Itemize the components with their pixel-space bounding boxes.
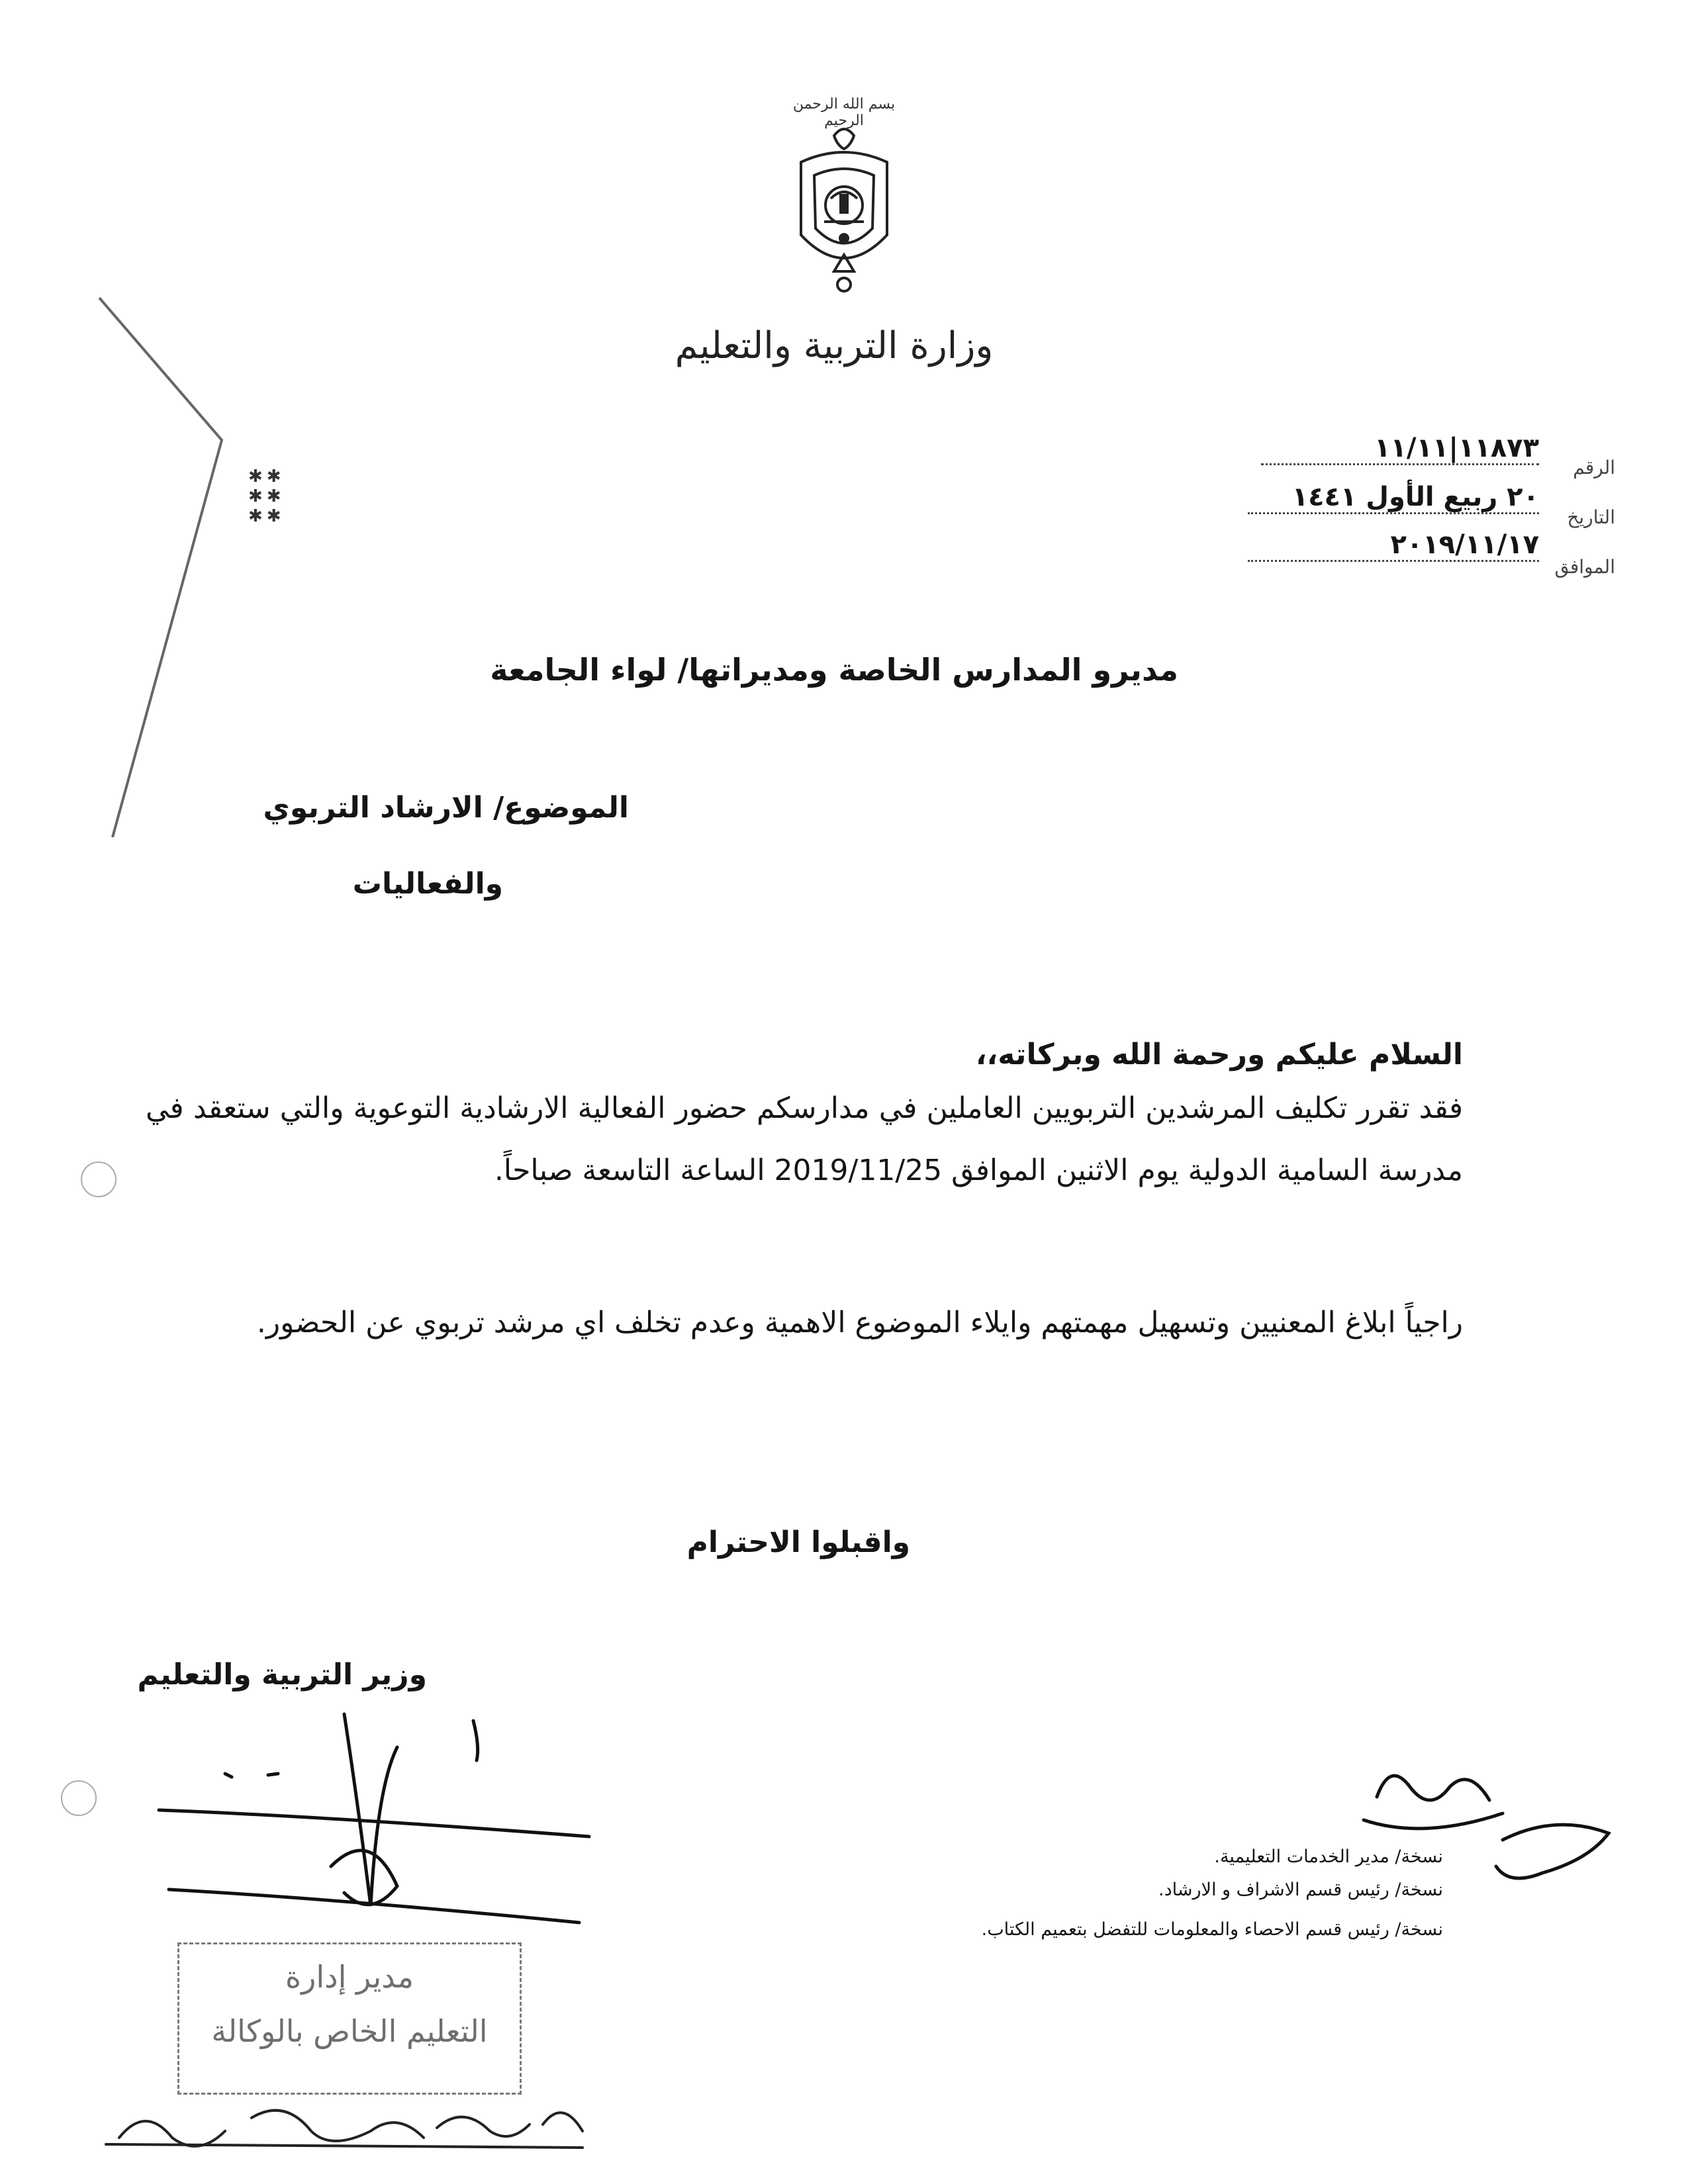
hijri-date-label: التاريخ [1567,506,1615,528]
copy-recipient-3: نسخة/ رئيس قسم الاحصاء والمعلومات للتفضل بتعميم الكتاب. [981,1919,1443,1940]
stamp-line-2: التعليم الخاص بالوكالة [211,2013,488,2049]
minister-signature [159,1714,589,1923]
number-value: ١١٨٧٣|١١/١١ [1261,433,1539,465]
signatory-title: وزير التربية والتعليم [137,1658,427,1692]
copy-recipient-1: نسخة/ مدير الخدمات التعليمية. [1214,1846,1443,1867]
hijri-date-value: ٢٠ ربيع الأول ١٤٤١ [1248,482,1539,514]
closing: واقبلوا الاحترام [686,1525,910,1559]
addressee: مديرو المدارس الخاصة ومديراتها/ لواء الجامعة [490,652,1178,688]
ministry-name: وزارة التربية والتعليم [675,324,994,367]
gregorian-date-value: ٢٠١٩/١١/١٧ [1248,529,1539,562]
subject-line-1: الموضوع/ الارشاد التربوي [263,791,629,825]
handwritten-note [106,2111,583,2148]
basmala: بسم الله الرحمن الرحيم [792,96,896,129]
greeting: السلام عليكم ورحمة الله وبركاته،، [975,1038,1463,1071]
subject-line-2: والفعاليات [352,867,503,901]
body-paragraph-2: راجياً ابلاغ المعنيين وتسهيل مهمتهم وايلاء الموضوع الاهمية وعدم تخلف اي مرشد تربوي عن الحضور. [256,1306,1463,1340]
body-paragraph-1: فقد تقرر تكليف المرشدين التربويين العاملين في مدارسكم حضور الفعالية الارشادية التوعوية والتي ستعقد في مدرسة السامية الدولية يوم الاثنين الموافق 2019/11/25 الساعة التاسعة صباحاً. [146,1091,1463,1187]
director-signature [1364,1776,1609,1878]
stamp-line-1: مدير إدارة [285,1959,414,1995]
number-label: الرقم [1573,457,1615,478]
stars-decoration: ✱✱ ✱✱ ✱✱ [248,467,285,526]
copy-recipient-2: نسخة/ رئيس قسم الاشراف و الارشاد. [1158,1880,1443,1900]
gregorian-date-label: الموافق [1554,556,1615,578]
fold-line [99,298,222,837]
